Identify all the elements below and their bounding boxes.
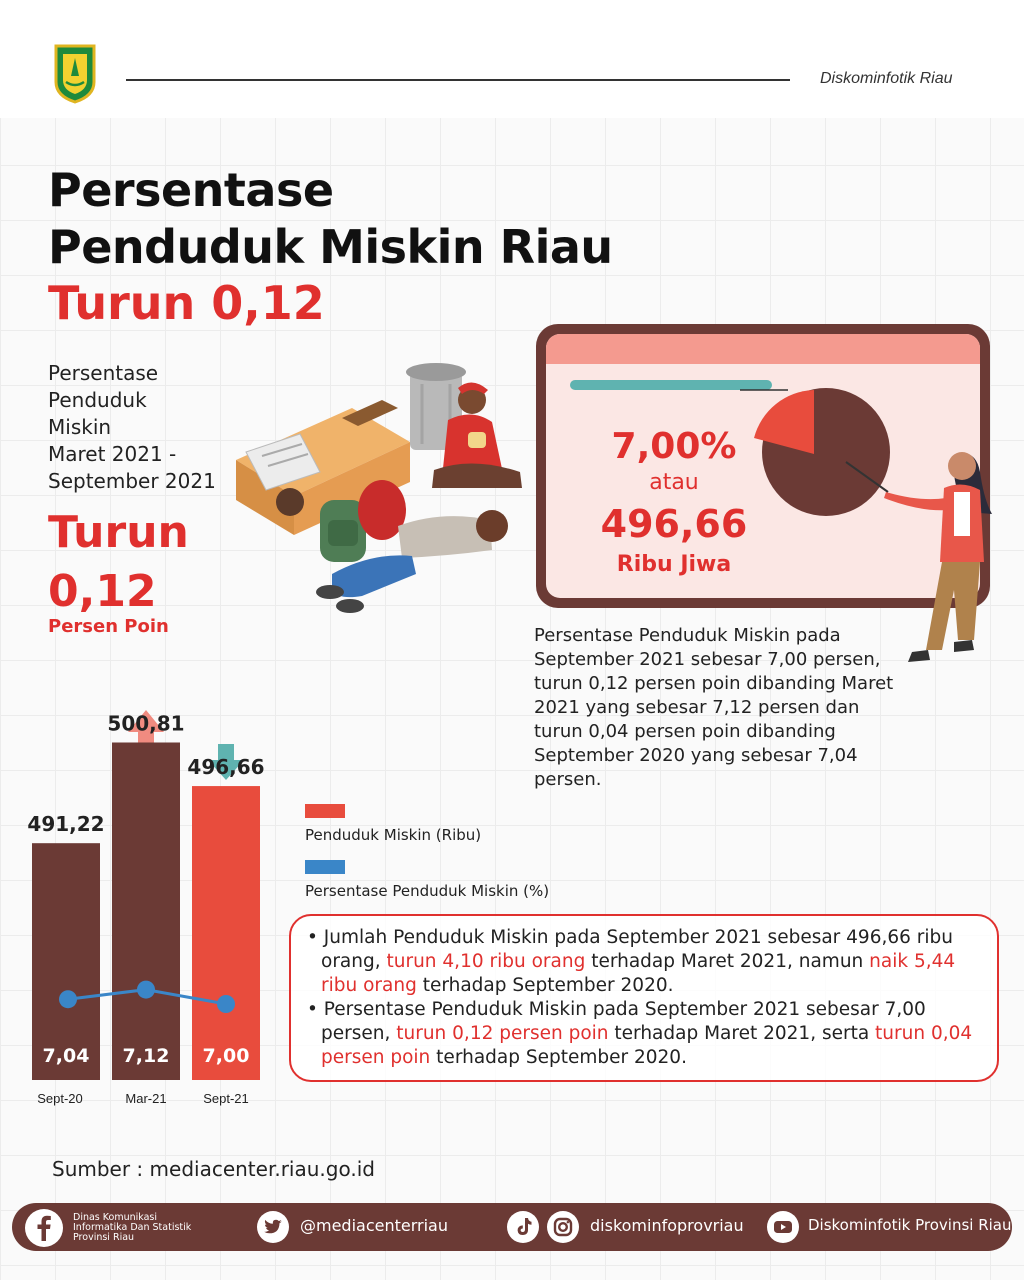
category-label: Mar-21 <box>125 1091 167 1106</box>
bullet-text: terhadap Maret 2021, serta <box>608 1023 876 1044</box>
title-line-2: Penduduk Miskin Riau <box>48 220 613 274</box>
screen-atau: atau <box>649 470 699 495</box>
legend-swatch-percent <box>305 860 345 874</box>
bar-sept-21 <box>192 786 260 1080</box>
bullet-highlight: turun 0,04 persen poin <box>321 1023 973 1068</box>
poverty-bar-chart <box>0 700 290 1120</box>
bullet-highlight: turun 4,10 ribu orang <box>386 951 586 972</box>
header-band <box>0 0 1024 118</box>
sleeping-person-head <box>276 488 304 516</box>
screen-unit: Ribu Jiwa <box>616 552 732 577</box>
legend-label-count: Penduduk Miskin (Ribu) <box>305 826 482 844</box>
footer-twitter[interactable]: @mediacenterriau <box>300 1216 448 1235</box>
summary-value: 0,12 <box>48 566 157 617</box>
footer-org-line: Dinas Komunikasi <box>73 1212 158 1223</box>
bullet-text: terhadap September 2020. <box>416 975 674 996</box>
bullet-text: Persentase Penduduk Miskin pada September 2021 sebesar 7,00 persen, <box>321 999 926 1044</box>
footer-org <box>73 1213 223 1243</box>
count-label: 500,81 <box>107 711 185 736</box>
footer-org-line: Provinsi Riau <box>73 1232 135 1243</box>
subtext-line: Persentase <box>48 361 159 385</box>
summary-unit: Persen Poin <box>48 616 169 637</box>
poverty-illustration <box>222 360 542 625</box>
footer-org-line: Informatika Dan Statistik <box>73 1222 192 1233</box>
bullet-text: Jumlah Penduduk Miskin pada September 2021 sebesar 496,66 ribu orang, <box>321 927 953 972</box>
count-label: 491,22 <box>27 812 105 837</box>
facebook-icon[interactable] <box>24 1208 64 1248</box>
info-bullet-1 <box>307 926 983 998</box>
count-label: 496,66 <box>187 755 265 780</box>
percent-label: 7,12 <box>122 1045 170 1067</box>
category-label: Sept-21 <box>203 1091 249 1106</box>
youtube-icon[interactable] <box>766 1210 800 1244</box>
subtext-line: September 2021 <box>48 469 216 493</box>
summary-turun: Turun <box>48 507 189 558</box>
subtext-line: Maret 2021 - <box>48 442 177 466</box>
percent-point <box>59 990 77 1008</box>
page-title <box>48 162 613 276</box>
header-org: Diskominfotik Riau <box>820 70 953 87</box>
bullet-dot: • <box>307 927 324 948</box>
footer-tiktok-instagram[interactable]: diskominfoprovriau <box>590 1216 744 1235</box>
source-text: Sumber : mediacenter.riau.go.id <box>52 1157 375 1181</box>
percent-point <box>137 981 155 999</box>
legend-swatch-count <box>305 804 345 818</box>
legend-label-percent: Persentase Penduduk Miskin (%) <box>305 882 550 900</box>
screen-percent: 7,00% <box>611 426 737 467</box>
title-line-1: Persentase <box>48 163 334 217</box>
bullet-highlight: naik 5,44 ribu orang <box>321 951 956 996</box>
tiktok-icon[interactable] <box>506 1210 540 1244</box>
info-bullet-2 <box>307 998 983 1070</box>
riau-emblem-icon <box>52 42 98 104</box>
summary-subtext <box>48 360 238 495</box>
info-box <box>289 914 999 1082</box>
bar-group <box>32 742 260 1080</box>
bullet-dot: • <box>307 999 324 1020</box>
title-accent: Turun 0,12 <box>48 276 325 330</box>
screen-title-bar <box>546 334 980 364</box>
bullet-highlight: turun 0,12 persen poin <box>396 1023 609 1044</box>
header-divider <box>126 79 790 81</box>
bullet-text: terhadap Maret 2021, namun <box>585 951 870 972</box>
screen-number: 496,66 <box>600 502 748 546</box>
bar-mar-21 <box>112 742 180 1080</box>
percent-label: 7,00 <box>202 1045 250 1067</box>
subtext-line: Miskin <box>48 415 112 439</box>
twitter-icon[interactable] <box>256 1210 290 1244</box>
instagram-icon[interactable] <box>546 1210 580 1244</box>
percent-label: 7,04 <box>42 1045 90 1067</box>
subtext-line: Penduduk <box>48 388 147 412</box>
description-text: Persentase Penduduk Miskin pada September 2021 sebesar 7,00 persen, turun 0,12 persen poin dibanding Maret 2021 yang sebesar 7,12 persen dan turun 0,04 persen poin dibanding September 2020 yang sebesar 7,04 persen. <box>534 625 894 790</box>
category-label: Sept-20 <box>37 1091 83 1106</box>
footer-youtube[interactable]: Diskominfotik Provinsi Riau <box>808 1216 1012 1234</box>
percent-point <box>217 995 235 1013</box>
bullet-text: terhadap September 2020. <box>430 1047 687 1068</box>
